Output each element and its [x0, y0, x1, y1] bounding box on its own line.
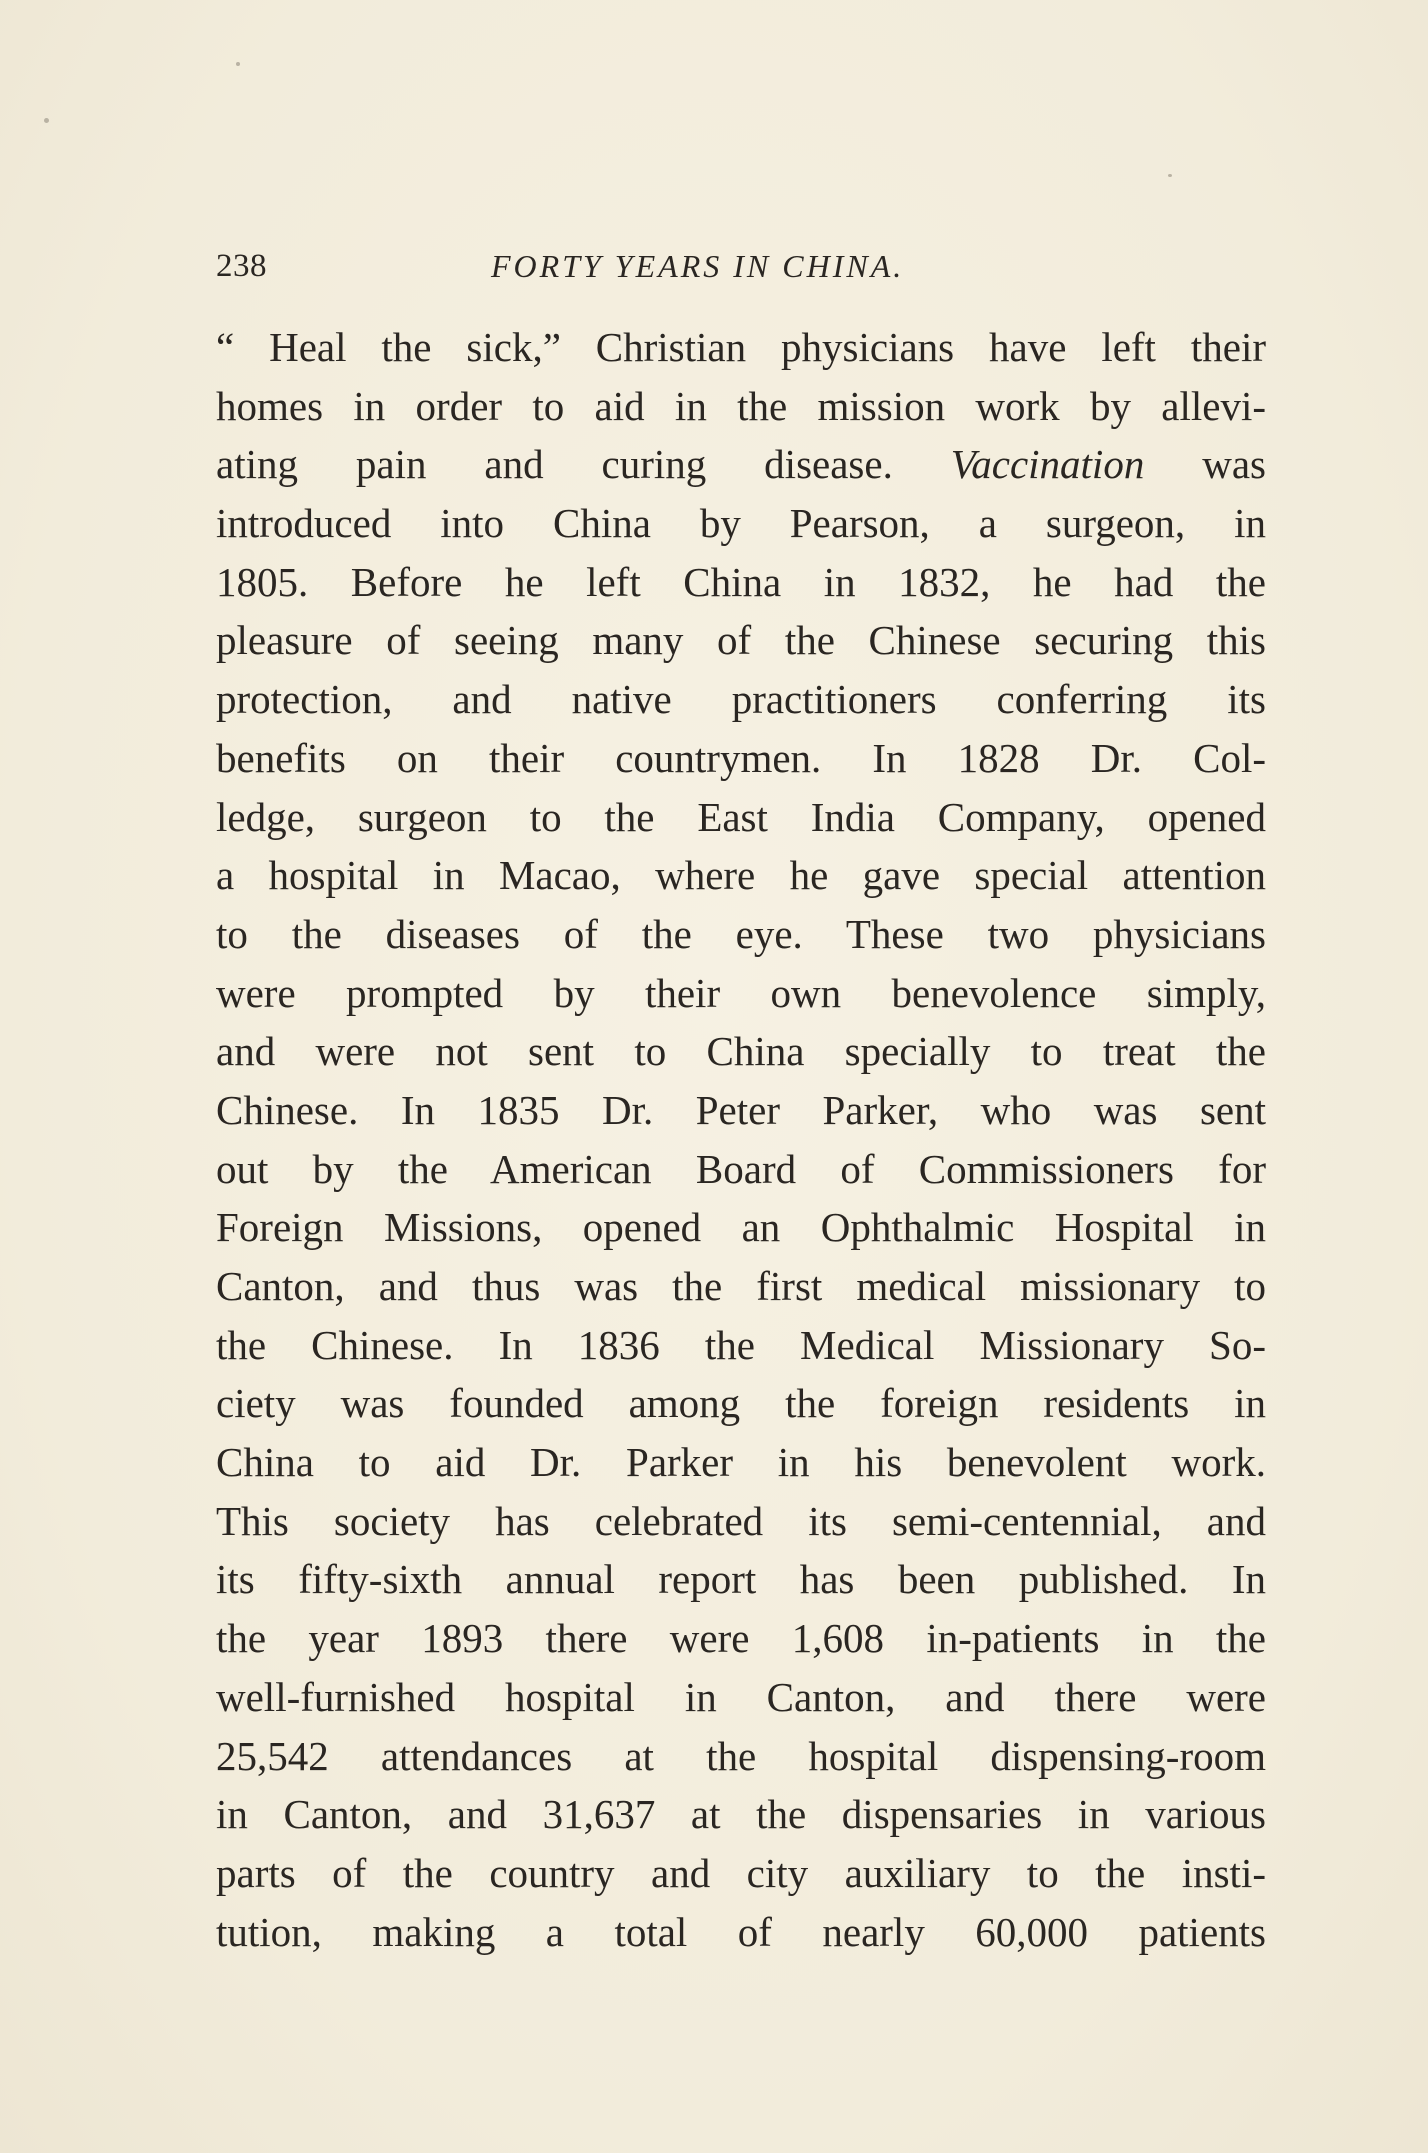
text-line: its fifty-sixth annual report has been published. In — [216, 1556, 1266, 1603]
text-line: ciety was founded among the foreign residents in — [216, 1380, 1266, 1427]
text-line: ledge, surgeon to the East India Company, opened — [216, 793, 1266, 840]
page-number: 238 — [216, 248, 267, 284]
paper-speck — [44, 118, 49, 123]
text-line: Chinese. In 1835 Dr. Peter Parker, who was sent — [216, 1086, 1266, 1133]
text-line-end: was — [1202, 441, 1266, 488]
running-title: FORTY YEARS IN CHINA. — [491, 248, 905, 284]
body-text — [216, 318, 1266, 1961]
text-line: Foreign Missions, opened an Ophthalmic Hospital in — [216, 1204, 1266, 1251]
text-line: in Canton, and 31,637 at the dispensaries in various — [216, 1791, 1266, 1838]
text-line: were prompted by their own benevolence simply, — [216, 969, 1266, 1016]
text-line: 25,542 attendances at the hospital dispensing-room — [216, 1732, 1266, 1779]
paper-speck — [236, 62, 240, 66]
text-line: This society has celebrated its semi-centennial, and — [216, 1497, 1266, 1544]
text-line: the year 1893 there were 1,608 in-patients in the — [216, 1615, 1266, 1662]
text-line: “ Heal the sick,” Christian physicians have left their — [216, 324, 1266, 370]
text-line — [216, 435, 1266, 494]
text-line: protection, and native practitioners conferring its — [216, 676, 1266, 723]
text-line: tution, making a total of nearly 60,000 patients — [216, 1908, 1266, 1955]
text-line: to the diseases of the eye. These two physicians — [216, 910, 1266, 957]
text-line-start: ating pain and curing disease. — [216, 441, 893, 488]
italic-word: Vaccination — [950, 441, 1145, 488]
text-line: pleasure of seeing many of the Chinese securing this — [216, 617, 1266, 664]
text-line: well-furnished hospital in Canton, and there were — [216, 1673, 1266, 1720]
text-line: introduced into China by Pearson, a surgeon, in — [216, 500, 1266, 547]
text-line: homes in order to aid in the mission work by allevi- — [216, 382, 1266, 429]
text-line: and were not sent to China specially to treat the — [216, 1028, 1266, 1075]
text-line: out by the American Board of Commissioners for — [216, 1145, 1266, 1192]
text-line: the Chinese. In 1836 the Medical Missionary So- — [216, 1321, 1266, 1368]
paper-speck — [1168, 174, 1172, 177]
text-line: China to aid Dr. Parker in his benevolent work. — [216, 1439, 1266, 1486]
text-line: a hospital in Macao, where he gave special attention — [216, 852, 1266, 899]
running-header — [216, 248, 1216, 294]
text-line: benefits on their countrymen. In 1828 Dr. Col- — [216, 734, 1266, 781]
text-line: 1805. Before he left China in 1832, he had the — [216, 558, 1266, 605]
text-line: parts of the country and city auxiliary to the insti- — [216, 1849, 1266, 1896]
text-line: Canton, and thus was the first medical missionary to — [216, 1263, 1266, 1309]
